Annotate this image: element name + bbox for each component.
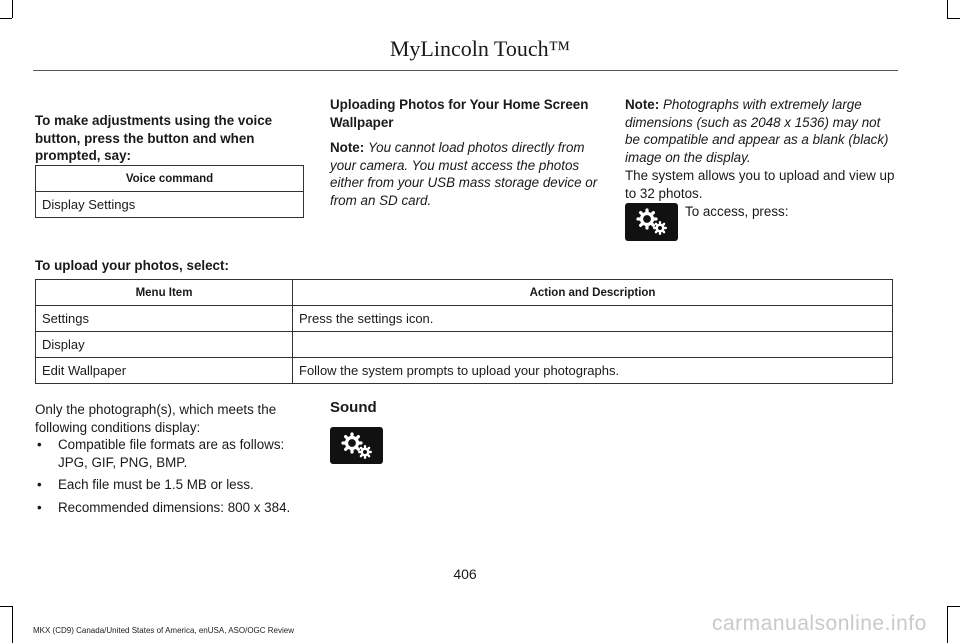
action-cell: Press the settings icon.: [293, 306, 893, 332]
list-item: • Compatible file formats are as follows: JPG, GIF, PNG, BMP.: [35, 436, 305, 471]
upload-steps-table: [35, 279, 893, 384]
settings-gear-icon: [330, 427, 383, 464]
voice-intro-text: To make adjustments using the voice button, press the button and when prompted, say:: [35, 113, 273, 163]
conditions-intro: Only the photograph(s), which meets the following conditions display:: [35, 402, 277, 435]
crop-mark-bottom-left-v: [12, 606, 13, 643]
table-row: [36, 306, 893, 332]
note-label: Note:: [330, 140, 365, 155]
note-text: You cannot load photos directly from your camera. You must access the photos either from your USB mass storage device or from an SD card.: [330, 140, 598, 208]
crop-mark-top-right-h: [947, 18, 960, 19]
header-divider: [33, 70, 898, 71]
crop-mark-top-left-h: [0, 18, 12, 19]
photo-size-note: [625, 96, 897, 166]
voice-command-table: [35, 165, 304, 218]
menu-item-cell: Display: [36, 332, 293, 358]
column-header-action: Action and Description: [293, 280, 893, 306]
upload-section-heading: Uploading Photos for Your Home Screen Wallpaper: [330, 97, 589, 130]
photo-limit-text: The system allows you to upload and view up to 32 photos.: [625, 168, 895, 201]
watermark: carmanualsonline.info: [712, 612, 927, 635]
voice-table-header: Voice command: [36, 166, 304, 192]
note-label: Note:: [625, 97, 660, 112]
upload-note: [330, 139, 602, 209]
conditions-list: [35, 436, 305, 521]
table-row: [36, 358, 893, 384]
page-number: 406: [453, 566, 477, 582]
page-header-title: MyLincoln Touch™: [389, 36, 571, 61]
column-header-menu-item: Menu Item: [36, 280, 293, 306]
access-press-text: To access, press:: [685, 204, 789, 219]
sound-heading: Sound: [330, 399, 377, 416]
document-info: MKX (CD9) Canada/United States of America, enUSA, ASO/OGC Review: [33, 626, 294, 635]
action-cell: [293, 332, 893, 358]
settings-gear-icon: [625, 203, 678, 241]
crop-mark-bottom-left-h: [0, 606, 12, 607]
voice-table-cell: Display Settings: [36, 192, 304, 218]
menu-item-cell: Settings: [36, 306, 293, 332]
list-item: • Each file must be 1.5 MB or less.: [35, 476, 305, 494]
crop-mark-top-left-v: [12, 0, 13, 18]
crop-mark-bottom-right-h: [947, 606, 960, 607]
crop-mark-top-right-v: [947, 0, 948, 18]
menu-item-cell: Edit Wallpaper: [36, 358, 293, 384]
list-item: • Recommended dimensions: 800 x 384.: [35, 499, 305, 517]
action-cell: Follow the system prompts to upload your photographs.: [293, 358, 893, 384]
note-text: Photographs with extremely large dimensions (such as 2048 x 1536) may not be compatible and appear as a blank (black) image on the display.: [625, 97, 889, 165]
upload-select-intro: To upload your photos, select:: [35, 258, 229, 273]
table-row: [36, 332, 893, 358]
crop-mark-bottom-right-v: [947, 606, 948, 643]
